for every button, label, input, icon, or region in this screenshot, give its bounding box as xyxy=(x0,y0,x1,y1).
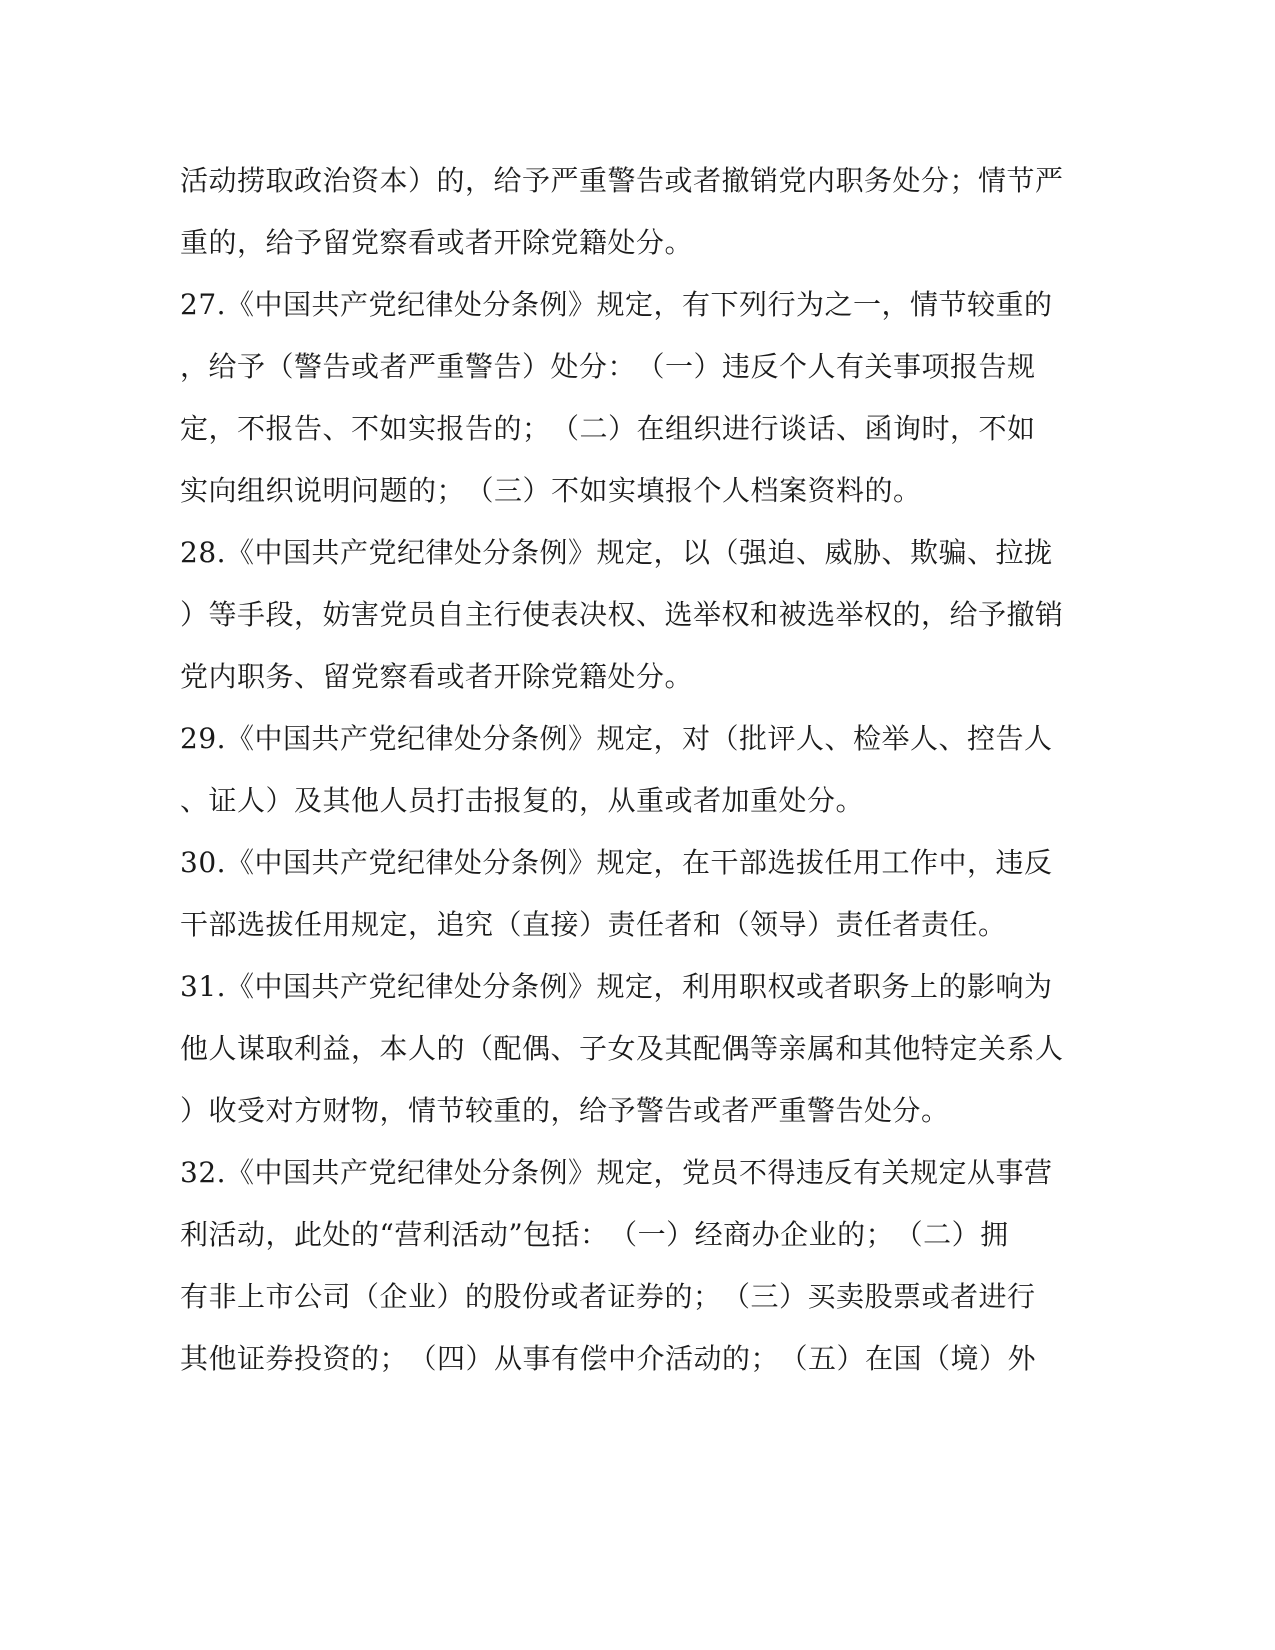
text-line: 31.《中国共产党纪律处分条例》规定，利用职权或者职务上的影响为 xyxy=(180,970,1053,1003)
text-line: 、证人）及其他人员打击报复的，从重或者加重处分。 xyxy=(180,784,865,817)
text-line: 其他证券投资的； （四）从事有偿中介活动的； （五）在国（境）外 xyxy=(180,1342,1037,1375)
text-line: ，给予（警告或者严重警告）处分： （一）违反个人有关事项报告规 xyxy=(180,350,1036,383)
text-line: 利活动，此处的“营利活动”包括： （一）经商办企业的； （二）拥 xyxy=(180,1218,1009,1251)
text-line: 重的，给予留党察看或者开除党籍处分。 xyxy=(180,226,694,259)
text-line: 27.《中国共产党纪律处分条例》规定，有下列行为之一，情节较重的 xyxy=(180,288,1053,321)
text-line: ）等手段，妨害党员自主行使表决权、选举权和被选举权的，给予撤销 xyxy=(180,598,1064,631)
text-line: ）收受对方财物，情节较重的，给予警告或者严重警告处分。 xyxy=(180,1094,950,1127)
text-line: 有非上市公司（企业）的股份或者证券的； （三）买卖股票或者进行 xyxy=(180,1280,1036,1313)
text-line: 活动捞取政治资本）的，给予严重警告或者撤销党内职务处分；情节严 xyxy=(180,164,1064,197)
document-body xyxy=(180,158,1064,1398)
text-line: 干部选拔任用规定，追究（直接）责任者和（领导）责任者责任。 xyxy=(180,908,1007,941)
text-line: 30.《中国共产党纪律处分条例》规定，在干部选拔任用工作中，违反 xyxy=(180,846,1053,879)
text-line: 28.《中国共产党纪律处分条例》规定，以（强迫、威胁、欺骗、拉拢 xyxy=(180,536,1053,569)
text-line: 实向组织说明问题的； （三）不如实填报个人档案资料的。 xyxy=(180,474,922,507)
text-line: 32.《中国共产党纪律处分条例》规定，党员不得违反有关规定从事营 xyxy=(180,1156,1053,1189)
text-line: 29.《中国共产党纪律处分条例》规定，对（批评人、检举人、控告人 xyxy=(180,722,1053,755)
text-line: 他人谋取利益，本人的（配偶、子女及其配偶等亲属和其他特定关系人 xyxy=(180,1032,1064,1065)
text-line: 党内职务、留党察看或者开除党籍处分。 xyxy=(180,660,694,693)
text-line: 定，不报告、不如实报告的； （二）在组织进行谈话、函询时，不如 xyxy=(180,412,1036,445)
